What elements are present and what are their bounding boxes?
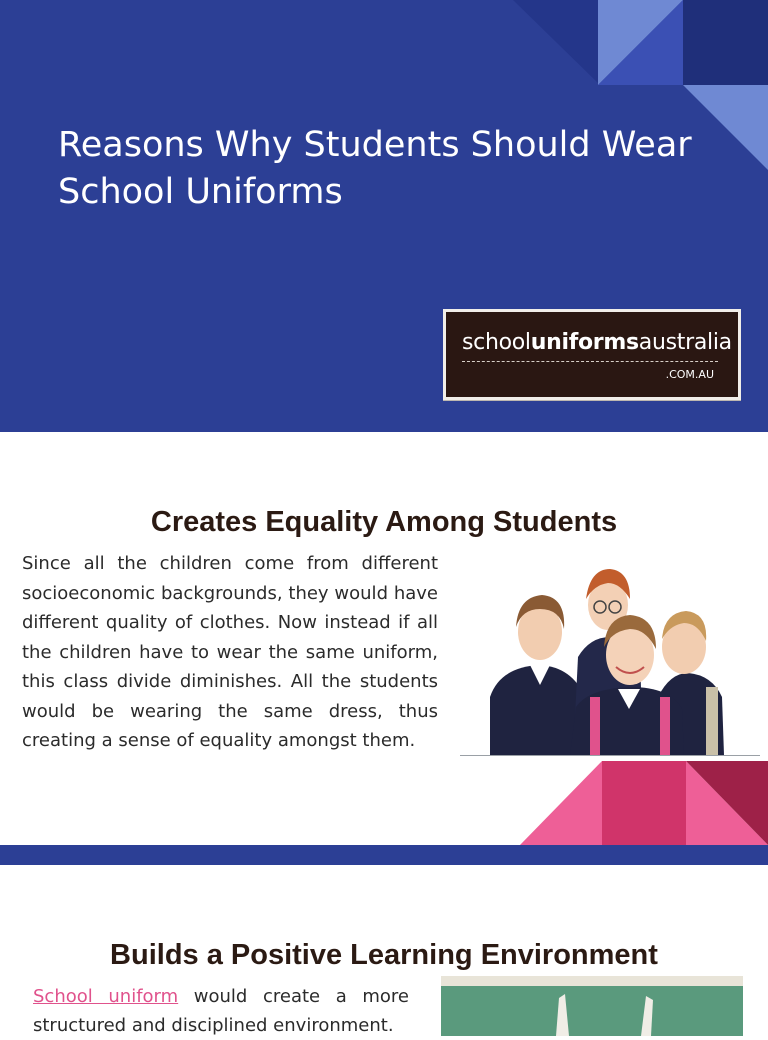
pink-triangles-decoration xyxy=(520,761,768,845)
slide-heading: Creates Equality Among Students xyxy=(150,506,618,538)
slide-heading: Builds a Positive Learning Environment xyxy=(110,939,658,971)
slide-body-text: Since all the children come from different socioeconomic backgrounds, they would have different quality of clothes. Now instead if all the children have to wear the same uniform, this class divide diminishes. All the students would be wearing the same dress, thus creating a sense of equality amongst them. xyxy=(22,553,438,751)
slide-divider-bar xyxy=(0,845,768,865)
brand-logo xyxy=(443,309,741,400)
logo-dashed-rule xyxy=(462,361,718,362)
classroom-photo xyxy=(441,976,743,1036)
learning-environment-slide xyxy=(0,865,768,1036)
slide-title: Reasons Why Students Should Wear School Uniforms xyxy=(58,125,692,212)
equality-slide xyxy=(0,444,768,845)
slide-body-text: School uniform would create a more structured and disciplined environment. xyxy=(33,986,410,1036)
title-slide xyxy=(0,0,768,432)
school-uniform-link[interactable]: School uniform xyxy=(33,986,179,1007)
logo-domain: .COM.AU xyxy=(665,368,714,381)
children-photo xyxy=(460,547,760,756)
logo-wordmark: schooluniformsaustralia xyxy=(462,330,732,355)
slide-gap xyxy=(0,432,768,444)
